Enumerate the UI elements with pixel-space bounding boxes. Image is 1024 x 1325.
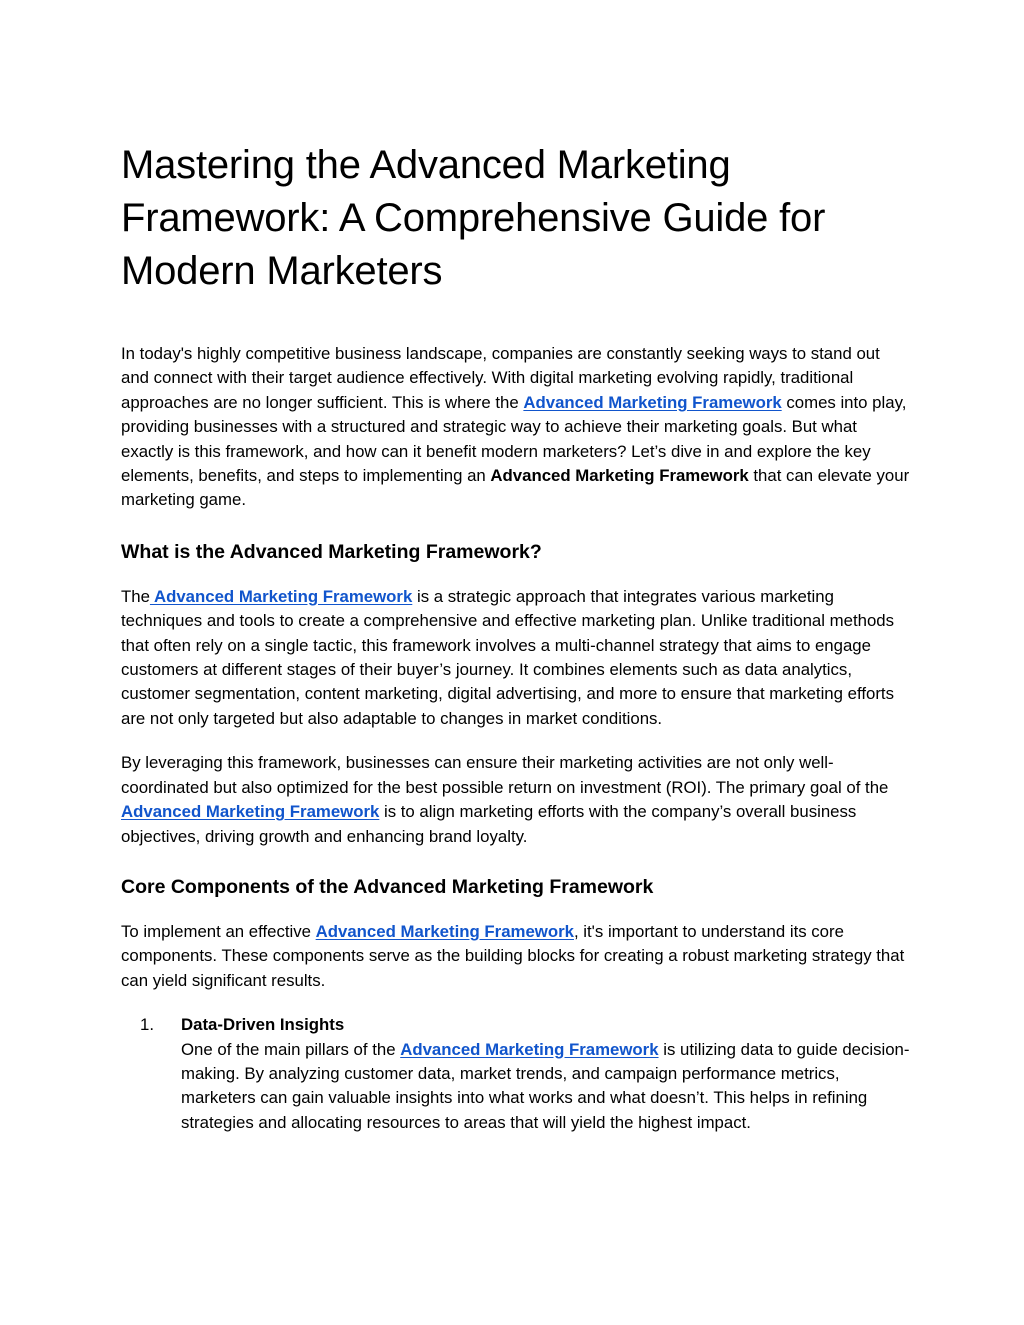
list-item-text-1: One of the main pillars of the [181, 1039, 401, 1059]
what-is-p2-framework-link[interactable]: Advanced Marketing Framework [121, 802, 380, 822]
section-heading-core-components: Core Components of the Advanced Marketing Framework [121, 875, 654, 898]
intro-paragraph [121, 342, 911, 513]
intro-text-3: that can elevate your marketing game. [121, 466, 910, 510]
list-item-title: Data-Driven Insights [181, 1015, 345, 1035]
core-components-list [121, 1013, 911, 1135]
intro-text-1: In today's highly competitive business landscape, companies are constantly seeking ways to stand out and connect with their target audience effectively. With digital marketing evolving rapidly, traditional approaches are no longer sufficient. This is where the [121, 344, 880, 412]
intro-framework-link[interactable]: Advanced Marketing Framework [523, 392, 782, 412]
what-is-p1-text-1: The [121, 586, 150, 606]
core-p1-text-2: , it's important to understand its core components. These components serve as the building blocks for creating a robust marketing strategy that can yield significant results. [121, 921, 905, 990]
what-is-paragraph-2 [121, 751, 911, 849]
document-page [121, 139, 911, 1135]
core-components-paragraph [121, 920, 911, 993]
list-item-text-2: is utilizing data to guide decision-making. By analyzing customer data, market trends, and campaign performance metrics, marketers can gain valuable insights into what works and what doesn’t. This helps in refining strategies and allocating resources to areas that will yield the highest impact. [181, 1039, 910, 1132]
list-item-framework-link[interactable]: Advanced Marketing Framework [400, 1039, 659, 1059]
core-p1-framework-link[interactable]: Advanced Marketing Framework [315, 921, 574, 941]
what-is-p1-text-2: is a strategic approach that integrates various marketing techniques and tools to create a comprehensive and effective marketing plan. Unlike traditional methods that often rely on a single tactic, this framework involves a multi-channel strategy that aims to engage customers at different stages of their buyer’s journey. It combines elements such as data analytics, customer segmentation, content marketing, digital advertising, and more to ensure that marketing efforts are not only targeted but also adaptable to changes in market conditions. [121, 586, 895, 728]
intro-bold-term: Advanced Marketing Framework [490, 466, 749, 486]
list-item-number: 1. [140, 1015, 154, 1035]
section-heading-what-is: What is the Advanced Marketing Framework? [121, 540, 542, 563]
core-p1-text-1: To implement an effective [121, 921, 316, 941]
document-title: Mastering the Advanced Marketing Framework: A Comprehensive Guide for Modern Marketers [121, 143, 826, 293]
what-is-p2-text-1: By leveraging this framework, businesses can ensure their marketing activities are not only well-coordinated but also optimized for the best possible return on investment (ROI). The primary goal of the [121, 753, 889, 797]
list-item [121, 1013, 911, 1135]
what-is-paragraph-1 [121, 585, 911, 731]
what-is-p2-text-2: is to align marketing efforts with the company’s overall business objectives, driving growth and enhancing brand loyalty. [121, 802, 857, 846]
what-is-p1-framework-link[interactable]: Advanced Marketing Framework [149, 586, 413, 606]
intro-text-2: comes into play, providing businesses with a structured and strategic way to achieve their marketing goals. But what exactly is this framework, and how can it benefit modern marketers? Let’s dive in and explore the key elements, benefits, and steps to implementing an [121, 392, 907, 486]
